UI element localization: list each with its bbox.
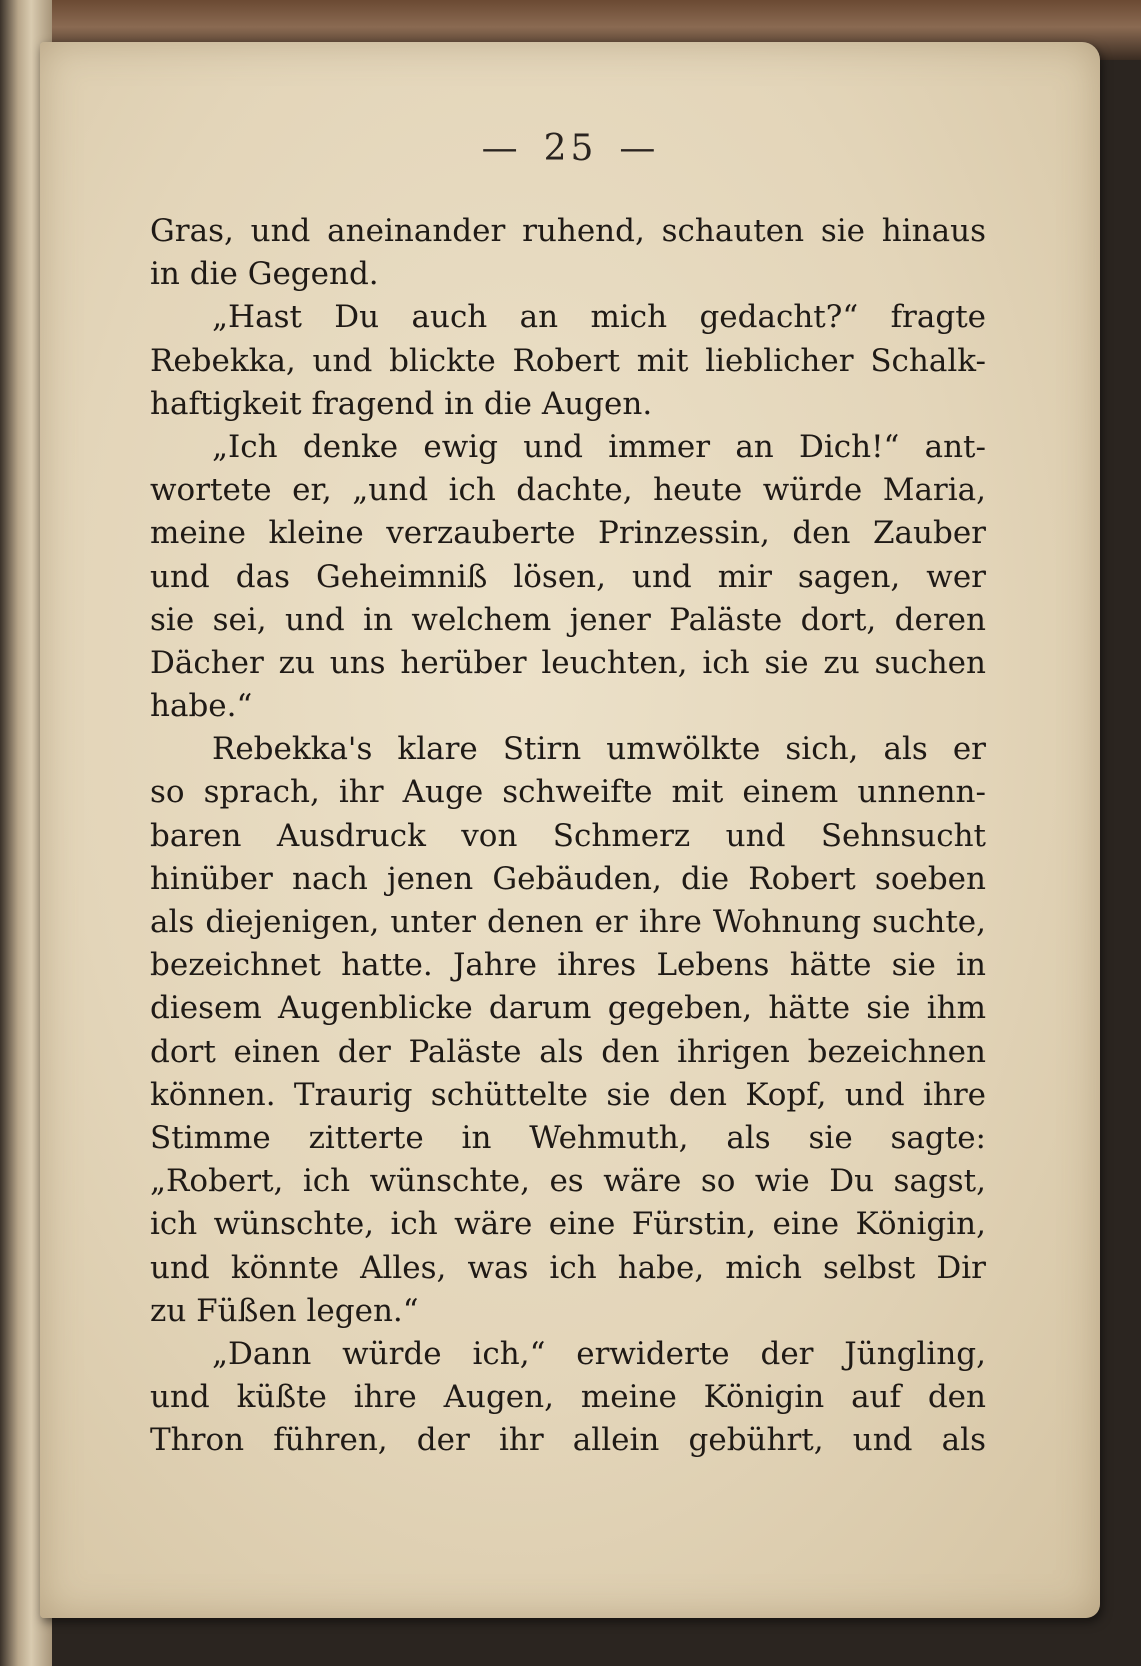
text-line: ich wünschte, ich wäre eine Fürstin, eine Königin, (150, 1206, 986, 1243)
text-line: so sprach, ihr Auge schweifte mit einem unnenn- (150, 774, 986, 811)
text-line: als diejenigen, unter denen er ihre Wohnung suchte, (150, 904, 986, 940)
text-line: zu Füßen legen.“ (150, 1292, 419, 1329)
text-line: „Hast Du auch an mich gedacht?“ fragte (212, 299, 986, 336)
text-line: Gras, und aneinander ruhend, schauten sie hinaus (150, 213, 986, 249)
text-line: baren Ausdruck von Schmerz und Sehnsucht (150, 817, 986, 854)
text-line: diesem Augenblicke darum gegeben, hätte sie ihm (150, 990, 986, 1027)
text-line: Thron führen, der ihr allein gebührt, und als (150, 1422, 986, 1459)
text-line: Rebekka, und blickte Robert mit lieblicher Schalk- (150, 342, 986, 379)
text-line: Dächer zu uns herüber leuchten, ich sie zu suchen (150, 644, 986, 681)
page-number (0, 128, 1141, 169)
page-number-dash-right: — (619, 128, 660, 169)
text-line: hinüber nach jenen Gebäuden, die Robert soeben (150, 860, 986, 897)
text-line: haftigkeit fragend in die Augen. (150, 385, 653, 422)
page-number-dash-left: — (481, 128, 522, 169)
text-line: sie sei, und in welchem jener Paläste dort, deren (150, 601, 986, 638)
text-line: und könnte Alles, was ich habe, mich selbst Dir (150, 1249, 986, 1286)
text-line: und küßte ihre Augen, meine Königin auf den (150, 1379, 986, 1416)
text-line: in die Gegend. (150, 256, 379, 293)
text-line: „Dann würde ich,“ erwiderte der Jüngling, (212, 1335, 986, 1372)
text-line: dort einen der Paläste als den ihrigen bezeichnen (150, 1033, 986, 1070)
text-line: „Robert, ich wünschte, es wäre so wie Du sagst, (150, 1163, 986, 1200)
text-line: Stimme zitterte in Wehmuth, als sie sagte: (150, 1119, 986, 1156)
text-line: Rebekka's klare Stirn umwölkte sich, als er (212, 731, 986, 768)
text-line: können. Traurig schüttelte sie den Kopf, und ihre (150, 1076, 986, 1113)
text-line: wortete er, „und ich dachte, heute würde Maria, (150, 472, 986, 509)
text-line: bezeichnet hatte. Jahre ihres Lebens hätte sie in (150, 947, 986, 984)
page-number-value: 25 (543, 128, 598, 169)
text-line: und das Geheimniß lösen, und mir sagen, wer (150, 558, 986, 595)
body-text (150, 210, 986, 1462)
text-line: „Ich denke ewig und immer an Dich!“ ant- (212, 428, 986, 465)
text-line: habe.“ (150, 688, 253, 725)
text-line: meine kleine verzauberte Prinzessin, den Zauber (150, 515, 986, 552)
